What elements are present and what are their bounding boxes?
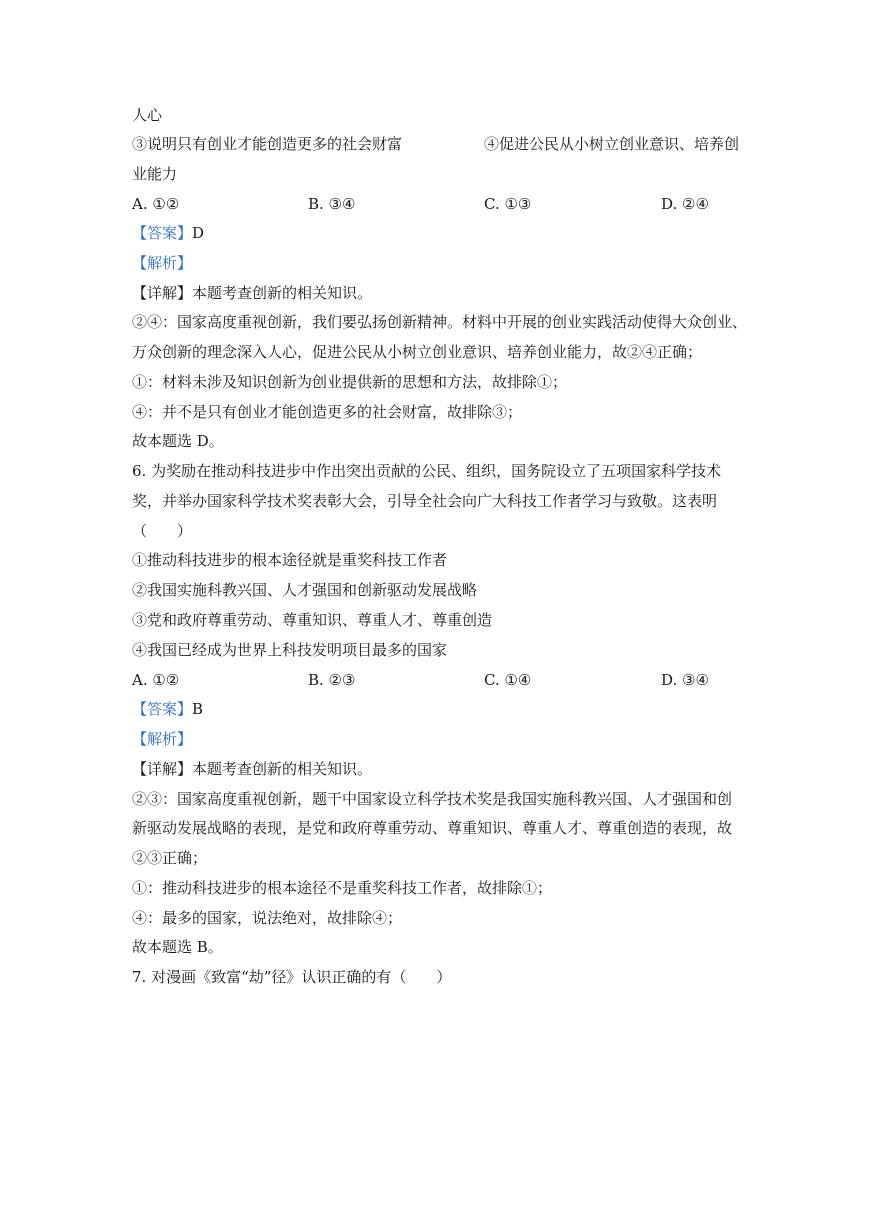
q6-answer: [132, 699, 203, 719]
q5-answer: [132, 223, 204, 243]
q5-explanation-4: ④：并不是只有创业才能创造更多的社会财富，故排除③；: [132, 403, 523, 421]
answer-value: D: [192, 224, 205, 242]
q5-explanation-2: 万众创新的理念深入人心，促进公民从小树立创业意识、培养创业能力，故②④正确；: [132, 343, 703, 361]
q6-option-d: D. ③④: [661, 671, 709, 689]
q6-option-c: C. ①④: [484, 671, 532, 689]
q6-detail: [132, 759, 372, 779]
q5-analysis-tag: 【解析】: [132, 254, 193, 272]
q5-line-top: 人心: [132, 106, 163, 124]
q5-conclusion: 故本题选 D。: [132, 432, 224, 450]
q6-item-2: ②我国实施科教兴国、人才强国和创新驱动发展战略: [132, 581, 478, 599]
q6-explanation-1: ②③：国家高度重视创新，题干中国家设立科学技术奖是我国实施科教兴国、人才强国和创: [132, 790, 733, 808]
q6-item-3: ③党和政府尊重劳动、尊重知识、尊重人才、尊重创造: [132, 611, 493, 629]
q5-option-b: B. ③④: [308, 195, 356, 213]
q6-stem-2: 奖，并举办国家科学技术奖表彰大会，引导全社会向广大科技工作者学习与致敬。这表明: [132, 492, 718, 510]
q6-stem-1: 6. 为奖励在推动科技进步中作出突出贡献的公民、组织，国务院设立了五项国家科学技术: [132, 462, 722, 480]
q5-option-c: C. ①③: [484, 195, 532, 213]
q6-option-b: B. ②③: [308, 671, 356, 689]
q6-explanation-5: ④：最多的国家，说法绝对，故排除④；: [132, 909, 403, 927]
q5-item-4: ④促进公民从小树立创业意识、培养创: [484, 135, 740, 153]
q7-stem: 7. 对漫画《致富“劫”径》认识正确的有（ ）: [132, 968, 452, 986]
q5-explanation-1: ②④：国家高度重视创新，我们要弘扬创新精神。材料中开展的创业实践活动使得大众创业、: [132, 313, 748, 331]
q6-item-1: ①推动科技进步的根本途径就是重奖科技工作者: [132, 551, 448, 569]
detail-text: 本题考查创新的相关知识。: [192, 284, 373, 302]
q6-item-4: ④我国已经成为世界上科技发明项目最多的国家: [132, 641, 448, 659]
q6-explanation-2: 新驱动发展战略的表现，是党和政府尊重劳动、尊重知识、尊重人才、尊重创造的表现，故: [132, 819, 733, 837]
detail-tag: 【详解】: [132, 760, 193, 778]
detail-tag: 【详解】: [132, 284, 193, 302]
q6-stem-3: （ ）: [132, 522, 193, 540]
q5-detail: [132, 283, 372, 303]
answer-tag: 【答案】: [132, 700, 193, 718]
q6-analysis-tag: 【解析】: [132, 730, 193, 748]
q5-item-4-cont: 业能力: [132, 165, 178, 183]
q6-explanation-4: ①：推动科技进步的根本途径不是重奖科技工作者，故排除①；: [132, 879, 553, 897]
q5-option-a: A. ①②: [132, 195, 180, 213]
detail-text: 本题考查创新的相关知识。: [192, 760, 373, 778]
q6-conclusion: 故本题选 B。: [132, 938, 223, 956]
q5-item-3: ③说明只有创业才能创造更多的社会财富: [132, 135, 403, 153]
q6-option-a: A. ①②: [132, 671, 180, 689]
q6-explanation-3: ②③正确；: [132, 849, 208, 867]
answer-tag: 【答案】: [132, 224, 193, 242]
q5-explanation-3: ①：材料未涉及知识创新为创业提供新的思想和方法，故排除①；: [132, 373, 568, 391]
answer-value: B: [192, 700, 204, 718]
q5-option-d: D. ②④: [661, 195, 709, 213]
